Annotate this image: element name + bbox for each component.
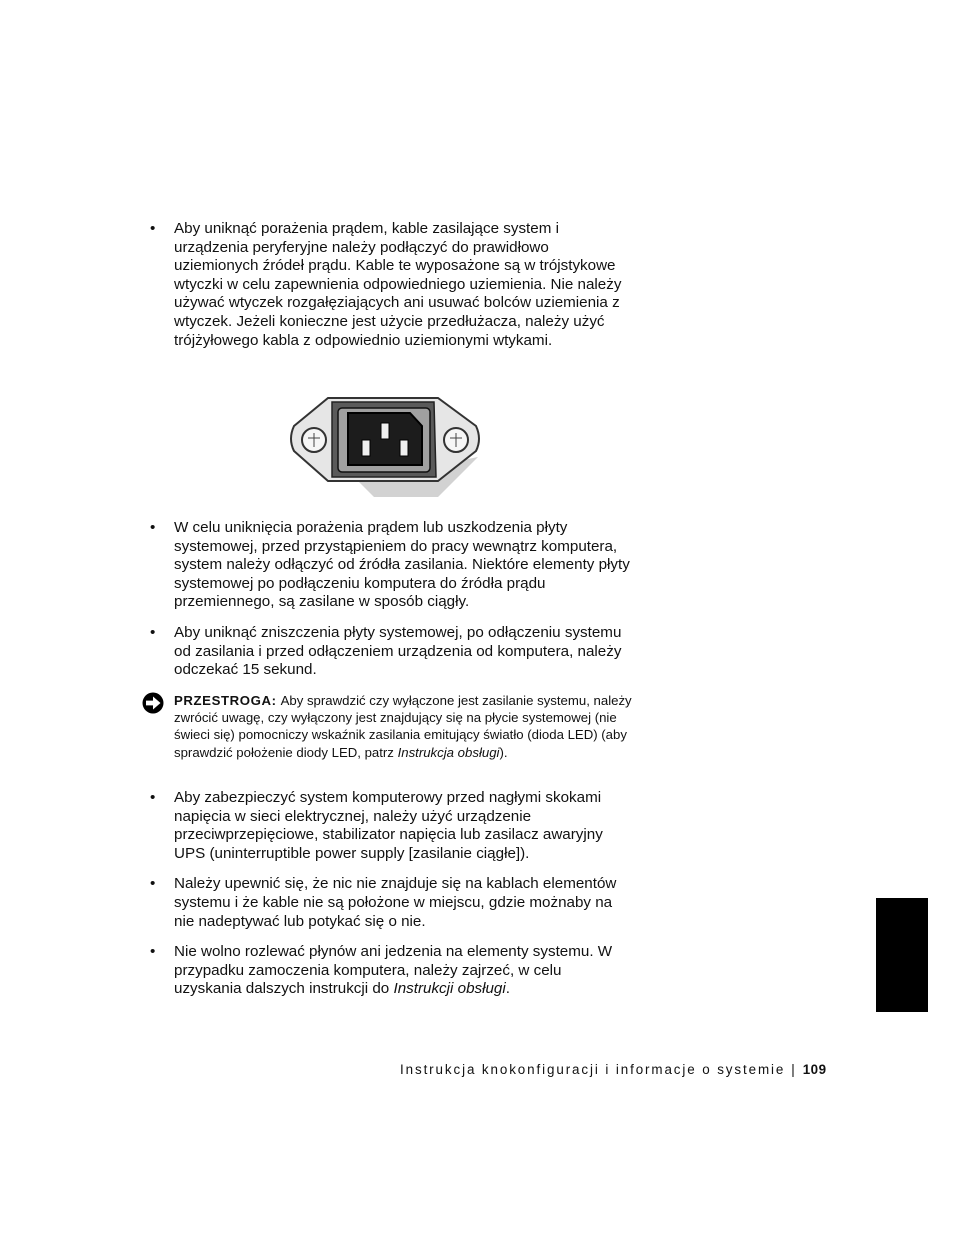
- bullet-marker: •: [150, 519, 156, 536]
- list-item-reference: Instrukcji obsługi: [393, 980, 506, 998]
- bullet-list-bottom: [150, 789, 630, 999]
- list-item: [150, 943, 630, 999]
- caution-reference: Instrukcja obsługi: [397, 744, 500, 760]
- caution-note: [141, 692, 633, 761]
- footer-separator: |: [791, 1062, 795, 1077]
- bullet-marker: •: [150, 789, 156, 806]
- list-item: [150, 789, 630, 863]
- bullet-marker: •: [150, 220, 156, 237]
- list-item: [150, 875, 630, 931]
- caution-tail: ).: [499, 744, 508, 760]
- bullet-list-top: [150, 220, 630, 350]
- list-item-text: Aby zabezpieczyć system komputerowy przed nagłymi skokami napięcia w sieci elektrycznej, należy użyć urządzenie przeciwprzepięciowe, stabilizator napięcia lub zasilacz awaryjny UPS (uninterruptible power supply [zasilanie ciągłe]).: [174, 789, 603, 862]
- power-connector-illustration: [288, 393, 484, 504]
- bullet-marker: •: [150, 875, 156, 893]
- caution-label: PRZESTROGA:: [174, 693, 277, 708]
- caution-text: Aby sprawdzić czy wyłączone jest zasilanie systemu, należy zwrócić uwagę, czy wyłączony jest znajdujący się na płycie systemowej (nie świeci się) pomocniczy wskaźnik zasilania emitujący światło (dioda LED) (aby sprawdzić położenie diody LED, patrz: [174, 693, 632, 760]
- list-item: [150, 220, 630, 350]
- list-item-text: Aby uniknąć porażenia prądem, kable zasilające system i urządzenia peryferyjne należy podłączyć do prawidłowo uziemionych źródeł prądu. Kable te wyposażone są w trójstykowe wtyczki w celu zapewnienia odpowiedniego uziemienia. Nie należy używać wtyczek rozgałęziających ani usuwać bolców uziemienia z wtyczek. Jeżeli konieczne jest użycie przedłużacza, należy użyć trójżyłowego kabla z odpowiednio uziemionymi wtykami.: [174, 220, 622, 349]
- list-item-tail: .: [505, 980, 510, 998]
- bullet-list-middle: [150, 519, 630, 680]
- list-item-text: Aby uniknąć zniszczenia płyty systemowej, po odłączeniu systemu od zasilania i przed odłączeniem urządzenia od komputera, należy odczekać 15 sekund.: [174, 623, 622, 679]
- page-number: 109: [802, 1062, 827, 1077]
- list-item-text: Należy upewnić się, że nic nie znajduje się na kablach elementów systemu i że kable nie są położone w miejscu, gdzie możnaby na nie nadeptywać lub potykać się o nie.: [174, 875, 617, 930]
- section-tab-marker: [876, 898, 928, 1012]
- list-item-text: Nie wolno rozlewać płynów ani jedzenia na elementy systemu. W przypadku zamoczenia komputera, należy zajrzeć, w celu uzyskania dalszych instrukcji do: [174, 943, 613, 998]
- bullet-marker: •: [150, 943, 156, 961]
- caution-icon: [141, 692, 165, 718]
- list-item: [150, 519, 630, 612]
- bullet-marker: •: [150, 623, 156, 641]
- list-item: [150, 624, 630, 680]
- power-connector-icon: [288, 393, 484, 499]
- page-footer: [400, 1062, 827, 1077]
- list-item-text: W celu uniknięcia porażenia prądem lub uszkodzenia płyty systemowej, przed przystąpieniem do pracy wewnątrz komputera, system należy odłączyć od źródła zasilania. Niektóre elementy płyty systemowej po podłączeniu komputera do źródła prądu przemiennego, są zasilane w sposób ciągły.: [174, 519, 630, 611]
- footer-title: Instrukcja knokonfiguracji i informacje o systemie: [400, 1062, 786, 1077]
